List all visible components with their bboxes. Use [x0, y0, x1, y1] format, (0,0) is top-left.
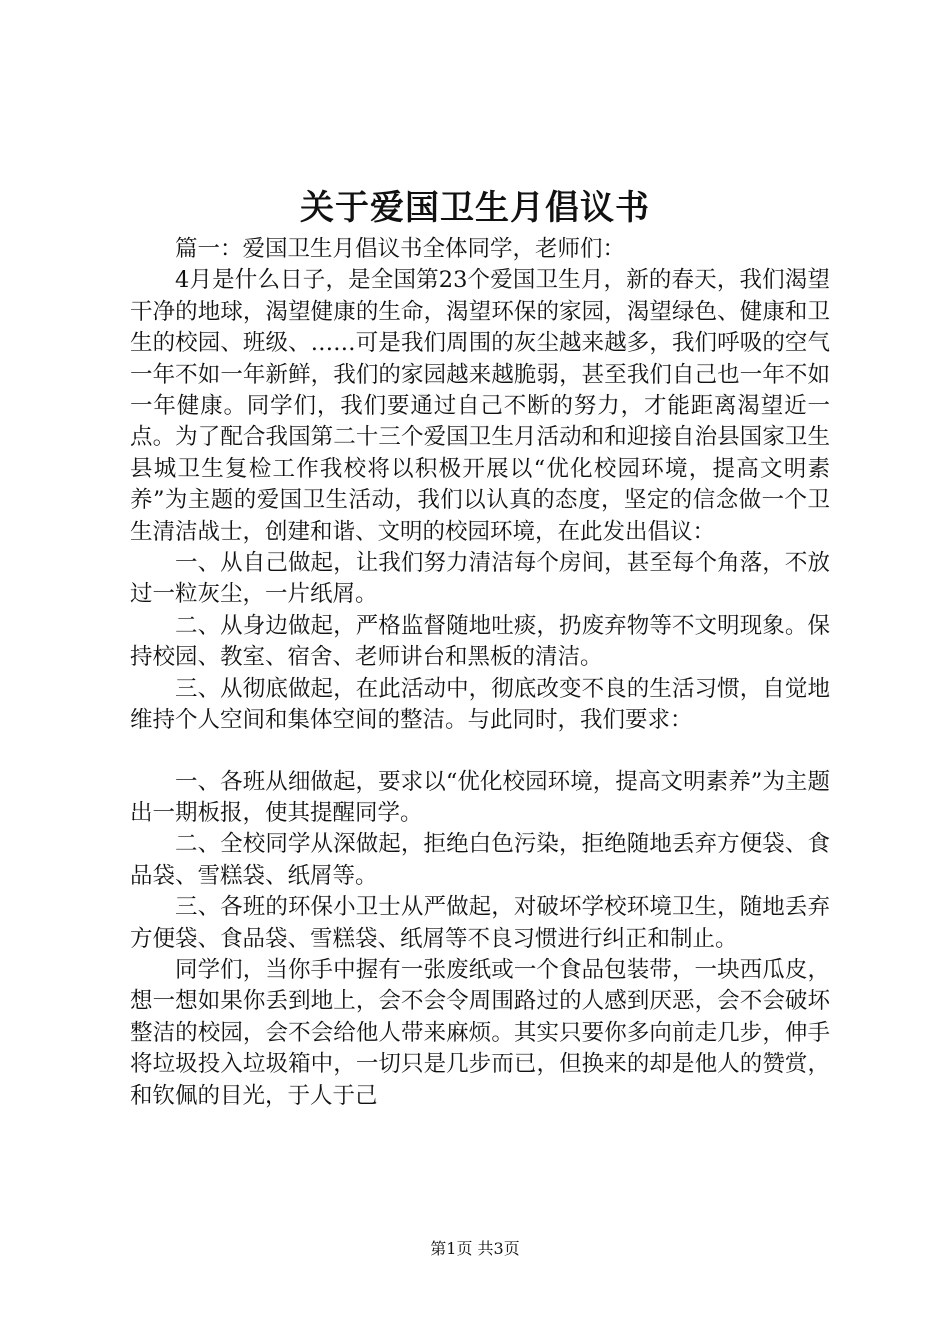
- paragraph-intro: 篇一：爱国卫生月倡议书全体同学，老师们：: [175, 236, 626, 262]
- paragraph-proposal-2: 二、从身边做起，严格监督随地吐痰，扔废弃物等不文明现象。保持校园、教室、宿舍、老师讲台和黑板的清洁。: [130, 612, 830, 671]
- paragraph-closing: 同学们，当你手中握有一张废纸或一个食品包装带，一块西瓜皮，想一想如果你丢到地上，会不会令周围路过的人感到厌恶，会不会破坏整洁的校园，会不会给他人带来麻烦。其实只要你多向前走几步，伸手将垃圾投入垃圾箱中，一切只是几步而已，但换来的却是他人的赞赏，和钦佩的目光，于人于己: [130, 956, 830, 1109]
- paragraph-requirement-2: 二、全校同学从深做起，拒绝白色污染，拒绝随地丢弃方便袋、食品袋、雪糕袋、纸屑等。: [130, 831, 830, 889]
- page-number-footer: 第1页 共3页: [430, 1239, 520, 1258]
- paragraph-main: 4月是什么日子，是全国第23个爱国卫生月，新的春天，我们渴望干净的地球，渴望健康的生命，渴望环保的家园，渴望绿色、健康和卫生的校园、班级、……可是我们周围的灰尘越来越多，我们呼吸的空气一年不如一年新鲜，我们的家园越来越脆弱，甚至我们自己也一年不如一年健康。同学们，我们要通过自己不断的努力，才能距离渴望近一点。为了配合我国第二十三个爱国卫生月活动和和迎接自治县国家卫生县城卫生复检工作我校将以积极开展以“优化校园环境，提高文明素养”为主题的爱国卫生活动，我们以认真的态度，坚定的信念做一个卫生清洁战士，创建和谐、文明的校园环境，在此发出倡议：: [130, 267, 830, 545]
- paragraph-requirement-3: 三、各班的环保小卫士从严做起，对破坏学校环境卫生，随地丢弃方便袋、食品袋、雪糕袋、纸屑等不良习惯进行纠正和制止。: [130, 894, 830, 952]
- document-title: 关于爱国卫生月倡议书: [300, 188, 650, 228]
- document-body: [130, 234, 830, 1112]
- paragraph-spacer: [130, 737, 830, 767]
- paragraph-proposal-3: 三、从彻底做起，在此活动中，彻底改变不良的生活习惯，自觉地维持个人空间和集体空间的整洁。与此同时，我们要求：: [130, 675, 830, 734]
- paragraph-requirement-1: 一、各班从细做起，要求以“优化校园环境，提高文明素养”为主题出一期板报，使其提醒同学。: [130, 768, 830, 826]
- paragraph-proposal-1: 一、从自己做起，让我们努力清洁每个房间，甚至每个角落，不放过一粒灰尘，一片纸屑。: [130, 550, 830, 608]
